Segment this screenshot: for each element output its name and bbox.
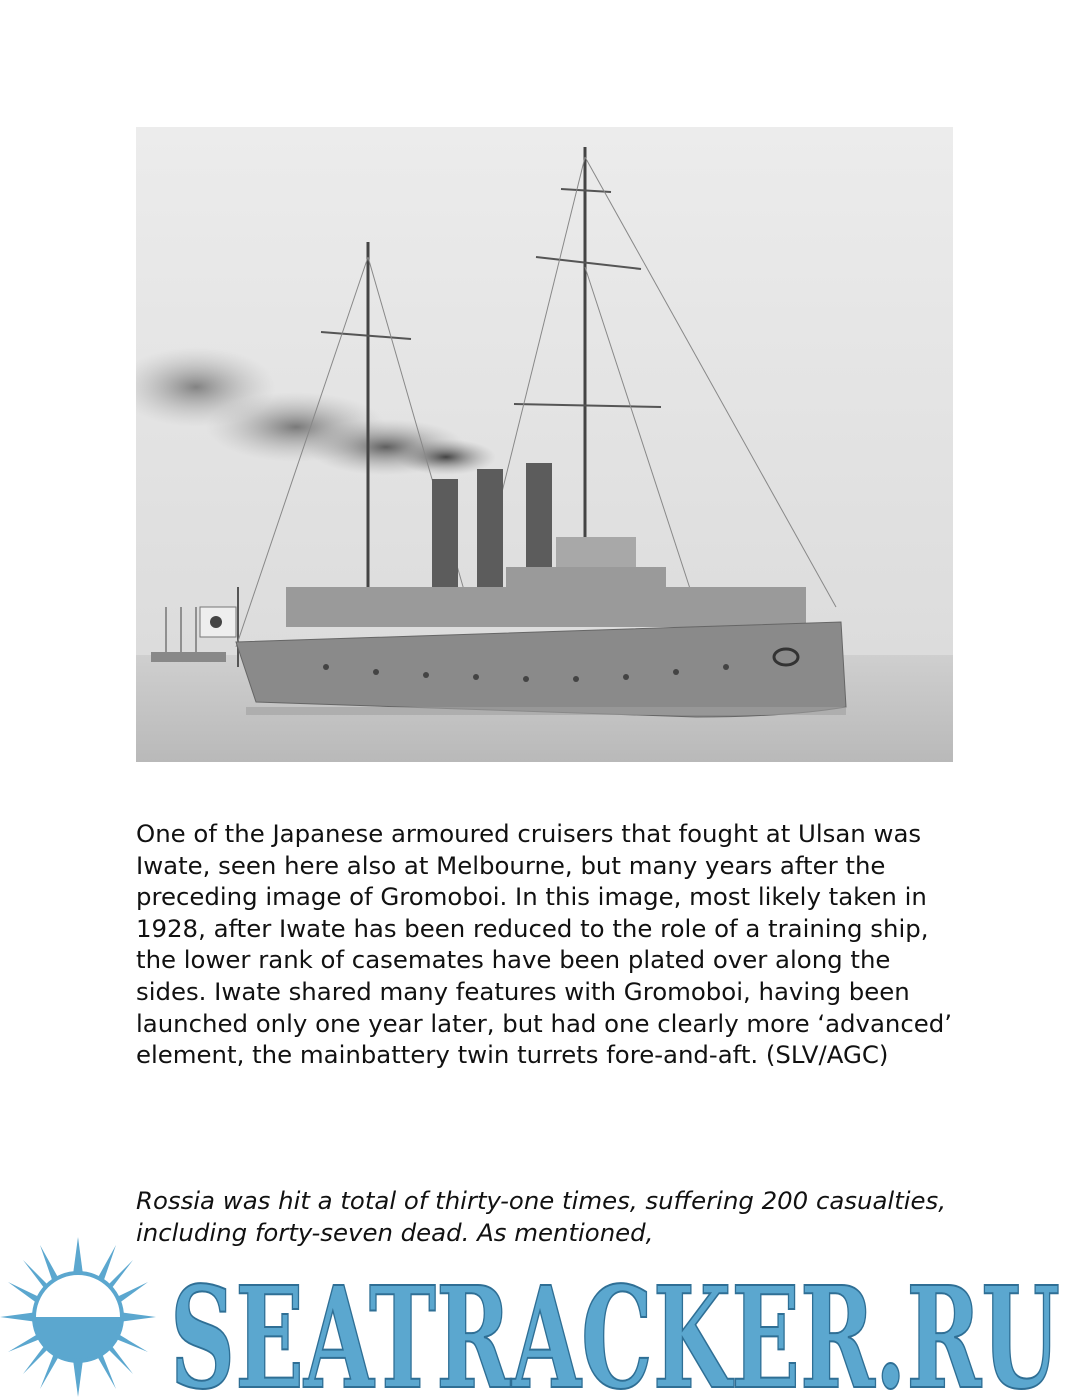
seatracker-watermark	[0, 1237, 1080, 1397]
photo-caption: One of the Japanese armoured cruisers that fought at Ulsan was Iwate, seen here also at Melbourne, but many years after the preceding image of Gromoboi. In this image, most likely taken in 1928, after Iwate has been reduced to the role of a training ship, the lower rank of casemates have been plated over along the sides. Iwate shared many features with Gromoboi, having been launched only one year later, but had one clearly more ‘advanced’ element, the mainbattery twin turrets fore-and-aft. (SLV/AGC)	[136, 819, 953, 1070]
watermark-text: SEATRACKER.RU	[170, 1257, 1060, 1397]
body-text: Rossia was hit a total of thirty-one times, suffering 200 casualties, including forty-seven dead. As mentioned,	[136, 1186, 946, 1247]
ship-photo	[136, 127, 953, 762]
sun-logo-icon	[0, 1237, 156, 1397]
